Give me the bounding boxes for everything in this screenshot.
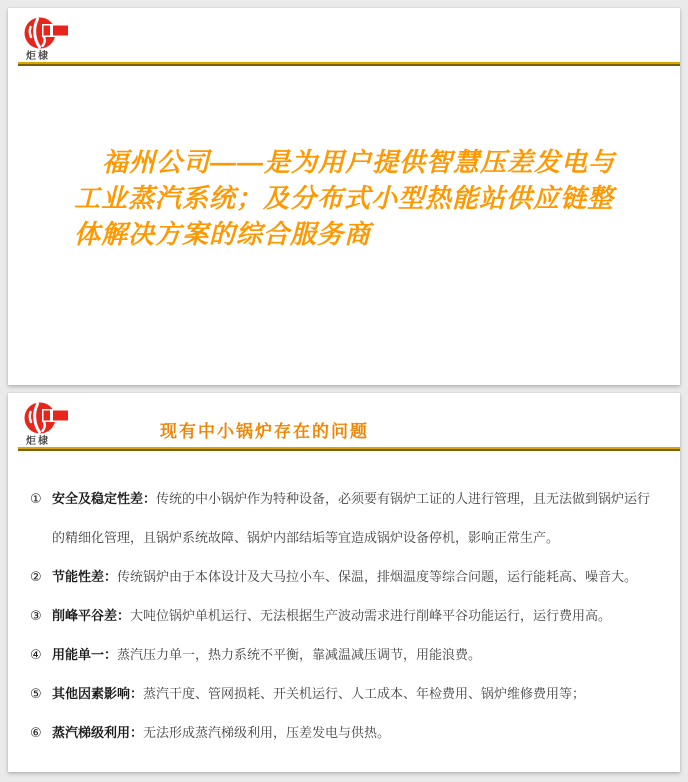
item-body: 蒸汽干度、管网损耗、开关机运行、人工成本、年检费用、锅炉维修费用等； xyxy=(143,686,586,701)
item-body: 蒸汽压力单一，热力系统不平衡，靠减温减压调节，用能浪费。 xyxy=(117,647,482,662)
header-rule xyxy=(18,62,680,66)
item-number: ① xyxy=(30,491,42,506)
item-heading: 其他因素影响： xyxy=(52,686,144,701)
slide2-header xyxy=(8,393,680,447)
slide1-header xyxy=(8,8,680,62)
item-text xyxy=(52,674,664,713)
item-number: ③ xyxy=(30,608,42,623)
logo-text: 炬棣 xyxy=(26,436,50,447)
torch-flame-icon xyxy=(24,400,68,436)
list-item xyxy=(30,479,664,557)
item-number: ② xyxy=(30,569,42,584)
item-body: 传统锅炉由于本体设计及大马拉小车、保温，排烟温度等综合问题，运行能耗高、噪音大。 xyxy=(117,569,638,584)
list-item xyxy=(30,596,664,635)
logo-text: 炬棣 xyxy=(26,51,50,62)
header-rule xyxy=(18,447,680,451)
item-body: 无法形成蒸汽梯级利用，压差发电与供热。 xyxy=(143,725,391,740)
item-number: ⑤ xyxy=(30,686,42,701)
torch-flame-icon xyxy=(24,15,68,51)
slide1-headline: 福州公司——是为用户提供智慧压差发电与工业蒸汽系统；及分布式小型热能站供应链整体解决方案的综合服务商 xyxy=(74,147,616,249)
item-text xyxy=(52,713,664,752)
slide-1 xyxy=(8,8,680,385)
item-body: 传统的中小锅炉作为特种设备，必须要有锅炉工证的人进行管理，且无法做到锅炉运行的精细化管理，且锅炉系统故障、锅炉内部结垢等宜造成锅炉设备停机，影响正常生产。 xyxy=(52,491,651,545)
slide2-title: 现有中小锅炉存在的问题 xyxy=(160,422,369,442)
company-logo xyxy=(24,15,84,62)
list-item xyxy=(30,557,664,596)
item-heading: 用能单一： xyxy=(52,647,118,662)
list-item xyxy=(30,713,664,752)
company-logo xyxy=(24,400,84,447)
item-heading: 蒸汽梯级利用： xyxy=(52,725,144,740)
item-number: ⑥ xyxy=(30,725,42,740)
item-heading: 削峰平谷差： xyxy=(52,608,131,623)
item-body: 大吨位锅炉单机运行、无法根据生产波动需求进行削峰平谷功能运行，运行费用高。 xyxy=(130,608,612,623)
item-text xyxy=(52,557,664,596)
item-number: ④ xyxy=(30,647,42,662)
list-item xyxy=(30,635,664,674)
item-text xyxy=(52,596,664,635)
slide-2 xyxy=(8,393,680,772)
item-heading: 安全及稳定性差： xyxy=(52,491,157,506)
item-text xyxy=(52,479,664,557)
item-text xyxy=(52,635,664,674)
list-item xyxy=(30,674,664,713)
issues-list xyxy=(30,479,664,752)
item-heading: 节能性差： xyxy=(52,569,118,584)
